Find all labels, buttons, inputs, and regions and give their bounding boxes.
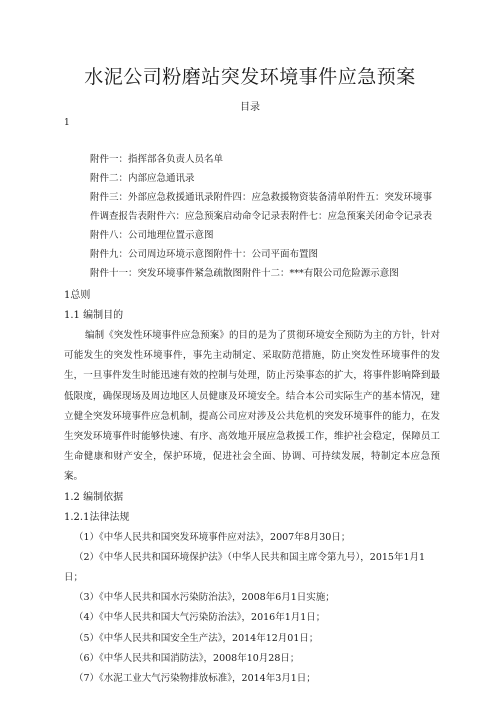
law-list-item: （6）《中华人民共和国消防法》，2008年10月28日； (74, 652, 300, 664)
law-list-item: （5）《中华人民共和国安全生产法》，2014年12月01日； (74, 632, 319, 644)
toc-entry: 附件一：指挥部各负责人员名单 (90, 154, 224, 165)
toc-entry: 件调查报告表附件六：应急预案启动命令记录表附件七：应急预案关闭命令记录表 (90, 211, 433, 222)
table-of-contents (90, 150, 450, 283)
subsection-heading: 1.2 编制依据 (64, 491, 124, 503)
document-body (64, 286, 440, 689)
toc-heading: 目录 (240, 102, 260, 113)
toc-entry: 附件九：公司周边环境示意图附件十：公司平面布置图 (90, 249, 319, 260)
toc-entry: 附件十一：突发环境事件紧急疏散图附件十二：***有限公司危险源示意图 (90, 268, 399, 279)
document-title: 水泥公司粉磨站突发环境事件应急预案 (84, 66, 416, 88)
law-list-item: （3）《中华人民共和国水污染防治法》，2008年6月1日实施； (74, 592, 335, 604)
purpose-paragraph: 编制《突发性环境事件应急预案》的目的是为了贯彻环境安全预防为主的方针，针对可能发生的突发性环境事件，事先主动制定、采取防范措施，防止突发性环境事件的发生，一旦事件发生时能迅速有效的控制与处理，防止污染事态的扩大，将事件影响降到最低限度，确保现场及周边地区人员健康及环境安全。结合本公司实际生产的基本情况，建立健全突发环境事件应急机制，提高公司应对涉及公共危机的突发环境事件的能力，在发生突发环境事件时能够快速、有序、高效地开展应急救援工作，维护社会稳定，保障员工生命健康和财产安全，保护环境，促进社会全面、协调、可持续发展，特制定本应急预案。 (64, 330, 440, 483)
toc-entry: 附件二：内部应急通讯录 (90, 173, 195, 184)
section-heading: 1总则 (64, 290, 91, 301)
law-list-item: （4）《中华人民共和国大气污染防治法》，2016年1月1日； (74, 612, 326, 624)
toc-page-mark: 1 (64, 118, 70, 128)
law-list-item: （7）《水泥工业大气污染物排放标准》，2014年3月1日； (74, 673, 316, 685)
toc-entry: 附件三：外部应急救援通讯录附件四：应急救援物资装备清单附件五：突发环境事 (90, 192, 433, 203)
law-list-item: （1）《中华人民共和国突发环境事件应对法》，2007年8月30日； (74, 531, 351, 543)
toc-entry: 附件八：公司地理位置示意图 (90, 230, 214, 241)
subsection-heading: 1.1 编制目的 (64, 310, 124, 321)
law-list-item: （2）《中华人民共和国环境保护法》（中华人民共和国主席令第九号），2015年1月1日； (64, 551, 426, 584)
subsubsection-heading: 1.2.1法律法规 (64, 511, 130, 523)
